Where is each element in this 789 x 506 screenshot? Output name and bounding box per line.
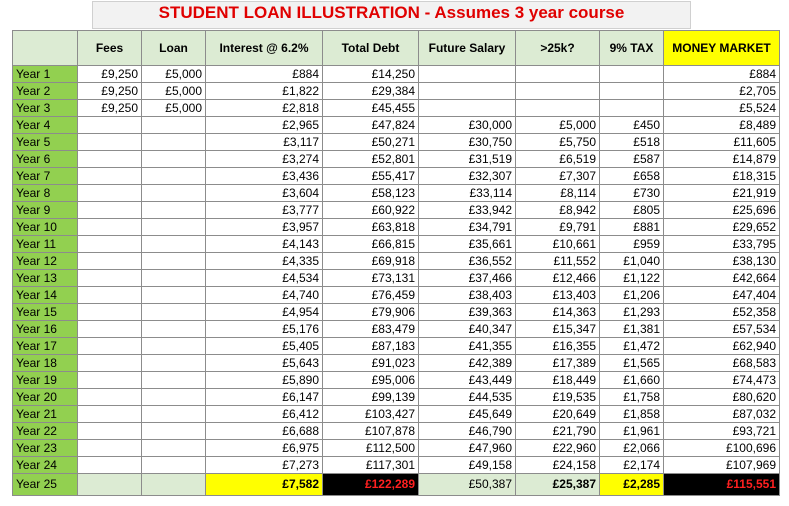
cell-future-salary[interactable]: £35,661 bbox=[419, 236, 516, 253]
cell-over-25k[interactable]: £14,363 bbox=[516, 304, 600, 321]
cell-loan[interactable] bbox=[142, 219, 206, 236]
cell-future-salary[interactable]: £30,750 bbox=[419, 134, 516, 151]
table-row bbox=[13, 372, 780, 389]
cell-fees[interactable]: £9,250 bbox=[78, 66, 142, 83]
cell-loan[interactable]: £5,000 bbox=[142, 83, 206, 100]
cell-interest[interactable]: £5,890 bbox=[206, 372, 323, 389]
cell-interest[interactable]: £6,975 bbox=[206, 440, 323, 457]
cell-year-label[interactable]: Year 19 bbox=[13, 372, 78, 389]
cell-tax[interactable] bbox=[600, 100, 664, 117]
cell-future-salary[interactable]: £41,355 bbox=[419, 338, 516, 355]
table-row bbox=[13, 185, 780, 202]
table-row bbox=[13, 457, 780, 474]
total-cell-over-25k[interactable]: £25,387 bbox=[516, 474, 600, 496]
cell-loan[interactable] bbox=[142, 406, 206, 423]
cell-over-25k[interactable]: £18,449 bbox=[516, 372, 600, 389]
cell-fees[interactable] bbox=[78, 389, 142, 406]
table-row bbox=[13, 270, 780, 287]
cell-future-salary[interactable]: £37,466 bbox=[419, 270, 516, 287]
total-cell-tax[interactable]: £2,285 bbox=[600, 474, 664, 496]
cell-year-label[interactable]: Year 17 bbox=[13, 338, 78, 355]
cell-year-label[interactable]: Year 4 bbox=[13, 117, 78, 134]
cell-interest[interactable]: £3,777 bbox=[206, 202, 323, 219]
cell-money-market[interactable]: £74,473 bbox=[664, 372, 780, 389]
cell-interest[interactable]: £2,965 bbox=[206, 117, 323, 134]
header-cell-loan[interactable]: Loan bbox=[142, 31, 206, 66]
cell-over-25k[interactable]: £19,535 bbox=[516, 389, 600, 406]
cell-year-label[interactable]: Year 1 bbox=[13, 66, 78, 83]
cell-fees[interactable] bbox=[78, 406, 142, 423]
cell-loan[interactable] bbox=[142, 117, 206, 134]
table-row bbox=[13, 219, 780, 236]
cell-future-salary[interactable] bbox=[419, 66, 516, 83]
cell-tax[interactable]: £658 bbox=[600, 168, 664, 185]
cell-loan[interactable] bbox=[142, 253, 206, 270]
cell-year-label[interactable]: Year 9 bbox=[13, 202, 78, 219]
cell-over-25k[interactable]: £9,791 bbox=[516, 219, 600, 236]
cell-future-salary[interactable]: £43,449 bbox=[419, 372, 516, 389]
cell-future-salary[interactable] bbox=[419, 100, 516, 117]
cell-year-label[interactable]: Year 7 bbox=[13, 168, 78, 185]
cell-over-25k[interactable]: £7,307 bbox=[516, 168, 600, 185]
cell-fees[interactable] bbox=[78, 236, 142, 253]
header-cell-interest[interactable]: Interest @ 6.2% bbox=[206, 31, 323, 66]
cell-total-debt[interactable]: £112,500 bbox=[323, 440, 419, 457]
cell-total-debt[interactable]: £63,818 bbox=[323, 219, 419, 236]
cell-money-market[interactable]: £87,032 bbox=[664, 406, 780, 423]
cell-loan[interactable] bbox=[142, 440, 206, 457]
cell-fees[interactable]: £9,250 bbox=[78, 83, 142, 100]
cell-money-market[interactable]: £107,969 bbox=[664, 457, 780, 474]
cell-year-label[interactable]: Year 23 bbox=[13, 440, 78, 457]
cell-money-market[interactable]: £25,696 bbox=[664, 202, 780, 219]
cell-loan[interactable]: £5,000 bbox=[142, 100, 206, 117]
cell-fees[interactable] bbox=[78, 151, 142, 168]
cell-future-salary[interactable]: £32,307 bbox=[419, 168, 516, 185]
cell-year-label[interactable]: Year 13 bbox=[13, 270, 78, 287]
cell-future-salary[interactable]: £38,403 bbox=[419, 287, 516, 304]
cell-tax[interactable]: £805 bbox=[600, 202, 664, 219]
table-row bbox=[13, 151, 780, 168]
cell-money-market[interactable]: £42,664 bbox=[664, 270, 780, 287]
total-cell-loan[interactable] bbox=[142, 474, 206, 496]
cell-interest[interactable]: £4,534 bbox=[206, 270, 323, 287]
cell-interest[interactable]: £3,604 bbox=[206, 185, 323, 202]
cell-fees[interactable] bbox=[78, 270, 142, 287]
table-row bbox=[13, 100, 780, 117]
cell-interest[interactable]: £6,147 bbox=[206, 389, 323, 406]
table-body bbox=[13, 66, 780, 496]
cell-fees[interactable] bbox=[78, 202, 142, 219]
cell-tax[interactable]: £1,961 bbox=[600, 423, 664, 440]
cell-year-label[interactable]: Year 6 bbox=[13, 151, 78, 168]
cell-over-25k[interactable]: £13,403 bbox=[516, 287, 600, 304]
cell-tax[interactable] bbox=[600, 66, 664, 83]
cell-future-salary[interactable]: £34,791 bbox=[419, 219, 516, 236]
cell-over-25k[interactable] bbox=[516, 100, 600, 117]
cell-year-label[interactable]: Year 2 bbox=[13, 83, 78, 100]
cell-year-label[interactable]: Year 12 bbox=[13, 253, 78, 270]
cell-total-debt[interactable]: £60,922 bbox=[323, 202, 419, 219]
cell-interest[interactable]: £4,954 bbox=[206, 304, 323, 321]
cell-total-debt[interactable]: £76,459 bbox=[323, 287, 419, 304]
cell-over-25k[interactable]: £11,552 bbox=[516, 253, 600, 270]
cell-interest[interactable]: £7,273 bbox=[206, 457, 323, 474]
cell-tax[interactable]: £1,472 bbox=[600, 338, 664, 355]
cell-interest[interactable]: £4,335 bbox=[206, 253, 323, 270]
cell-year-label[interactable]: Year 3 bbox=[13, 100, 78, 117]
table-row bbox=[13, 389, 780, 406]
cell-future-salary[interactable]: £31,519 bbox=[419, 151, 516, 168]
cell-future-salary[interactable]: £47,960 bbox=[419, 440, 516, 457]
cell-fees[interactable] bbox=[78, 287, 142, 304]
cell-tax[interactable]: £587 bbox=[600, 151, 664, 168]
cell-money-market[interactable]: £11,605 bbox=[664, 134, 780, 151]
total-cell-future-salary[interactable]: £50,387 bbox=[419, 474, 516, 496]
cell-total-debt[interactable]: £58,123 bbox=[323, 185, 419, 202]
header-cell-future-salary[interactable]: Future Salary bbox=[419, 31, 516, 66]
table-row bbox=[13, 355, 780, 372]
cell-year-label[interactable]: Year 21 bbox=[13, 406, 78, 423]
cell-future-salary[interactable] bbox=[419, 83, 516, 100]
cell-over-25k[interactable] bbox=[516, 66, 600, 83]
cell-interest[interactable]: £3,436 bbox=[206, 168, 323, 185]
cell-money-market[interactable]: £29,652 bbox=[664, 219, 780, 236]
cell-fees[interactable] bbox=[78, 423, 142, 440]
cell-interest[interactable]: £4,143 bbox=[206, 236, 323, 253]
header-cell-corner[interactable] bbox=[13, 31, 78, 66]
cell-money-market[interactable]: £8,489 bbox=[664, 117, 780, 134]
cell-future-salary[interactable]: £40,347 bbox=[419, 321, 516, 338]
total-cell-total-debt[interactable]: £122,289 bbox=[323, 474, 419, 496]
cell-interest[interactable]: £1,822 bbox=[206, 83, 323, 100]
table-row bbox=[13, 406, 780, 423]
cell-interest[interactable]: £3,957 bbox=[206, 219, 323, 236]
total-cell-year-label[interactable]: Year 25 bbox=[13, 474, 78, 496]
cell-over-25k[interactable]: £6,519 bbox=[516, 151, 600, 168]
cell-over-25k[interactable]: £5,000 bbox=[516, 117, 600, 134]
cell-over-25k[interactable] bbox=[516, 83, 600, 100]
cell-year-label[interactable]: Year 20 bbox=[13, 389, 78, 406]
cell-loan[interactable] bbox=[142, 287, 206, 304]
cell-total-debt[interactable]: £91,023 bbox=[323, 355, 419, 372]
cell-tax[interactable]: £1,381 bbox=[600, 321, 664, 338]
cell-fees[interactable] bbox=[78, 304, 142, 321]
cell-fees[interactable]: £9,250 bbox=[78, 100, 142, 117]
cell-fees[interactable] bbox=[78, 457, 142, 474]
cell-year-label[interactable]: Year 22 bbox=[13, 423, 78, 440]
cell-total-debt[interactable]: £73,131 bbox=[323, 270, 419, 287]
cell-loan[interactable]: £5,000 bbox=[142, 66, 206, 83]
cell-money-market[interactable]: £33,795 bbox=[664, 236, 780, 253]
cell-fees[interactable] bbox=[78, 372, 142, 389]
cell-year-label[interactable]: Year 18 bbox=[13, 355, 78, 372]
cell-loan[interactable] bbox=[142, 151, 206, 168]
cell-over-25k[interactable]: £20,649 bbox=[516, 406, 600, 423]
cell-loan[interactable] bbox=[142, 338, 206, 355]
cell-future-salary[interactable]: £46,790 bbox=[419, 423, 516, 440]
cell-money-market[interactable]: £62,940 bbox=[664, 338, 780, 355]
header-cell-fees[interactable]: Fees bbox=[78, 31, 142, 66]
cell-tax[interactable]: £1,206 bbox=[600, 287, 664, 304]
cell-tax[interactable]: £730 bbox=[600, 185, 664, 202]
cell-future-salary[interactable]: £33,942 bbox=[419, 202, 516, 219]
header-cell-9pct-tax[interactable]: 9% TAX bbox=[600, 31, 664, 66]
cell-tax[interactable]: £959 bbox=[600, 236, 664, 253]
cell-interest[interactable]: £5,405 bbox=[206, 338, 323, 355]
cell-over-25k[interactable]: £21,790 bbox=[516, 423, 600, 440]
cell-year-label[interactable]: Year 16 bbox=[13, 321, 78, 338]
loan-table bbox=[12, 30, 780, 496]
cell-money-market[interactable]: £100,696 bbox=[664, 440, 780, 457]
cell-fees[interactable] bbox=[78, 440, 142, 457]
cell-total-debt[interactable]: £45,455 bbox=[323, 100, 419, 117]
cell-total-debt[interactable]: £83,479 bbox=[323, 321, 419, 338]
cell-tax[interactable]: £1,858 bbox=[600, 406, 664, 423]
cell-fees[interactable] bbox=[78, 253, 142, 270]
cell-interest[interactable]: £5,176 bbox=[206, 321, 323, 338]
cell-future-salary[interactable]: £39,363 bbox=[419, 304, 516, 321]
cell-interest[interactable]: £4,740 bbox=[206, 287, 323, 304]
cell-over-25k[interactable]: £24,158 bbox=[516, 457, 600, 474]
cell-interest[interactable]: £2,818 bbox=[206, 100, 323, 117]
cell-money-market[interactable]: £5,524 bbox=[664, 100, 780, 117]
cell-loan[interactable] bbox=[142, 304, 206, 321]
cell-fees[interactable] bbox=[78, 185, 142, 202]
table-row bbox=[13, 134, 780, 151]
cell-future-salary[interactable]: £45,649 bbox=[419, 406, 516, 423]
cell-over-25k[interactable]: £15,347 bbox=[516, 321, 600, 338]
cell-loan[interactable] bbox=[142, 372, 206, 389]
cell-future-salary[interactable]: £33,114 bbox=[419, 185, 516, 202]
cell-tax[interactable]: £450 bbox=[600, 117, 664, 134]
cell-fees[interactable] bbox=[78, 117, 142, 134]
cell-over-25k[interactable]: £5,750 bbox=[516, 134, 600, 151]
cell-tax[interactable] bbox=[600, 83, 664, 100]
header-cell-over-25k[interactable]: >25k? bbox=[516, 31, 600, 66]
cell-total-debt[interactable]: £50,271 bbox=[323, 134, 419, 151]
cell-fees[interactable] bbox=[78, 321, 142, 338]
cell-future-salary[interactable]: £30,000 bbox=[419, 117, 516, 134]
header-row bbox=[13, 31, 780, 66]
cell-total-debt[interactable]: £95,006 bbox=[323, 372, 419, 389]
cell-money-market[interactable]: £80,620 bbox=[664, 389, 780, 406]
table-row bbox=[13, 66, 780, 83]
table-row bbox=[13, 287, 780, 304]
cell-interest[interactable]: £3,117 bbox=[206, 134, 323, 151]
cell-total-debt[interactable]: £55,417 bbox=[323, 168, 419, 185]
header-cell-total-debt[interactable]: Total Debt bbox=[323, 31, 419, 66]
cell-tax[interactable]: £1,565 bbox=[600, 355, 664, 372]
cell-tax[interactable]: £2,174 bbox=[600, 457, 664, 474]
cell-tax[interactable]: £518 bbox=[600, 134, 664, 151]
cell-loan[interactable] bbox=[142, 236, 206, 253]
cell-over-25k[interactable]: £12,466 bbox=[516, 270, 600, 287]
cell-fees[interactable] bbox=[78, 134, 142, 151]
cell-money-market[interactable]: £14,879 bbox=[664, 151, 780, 168]
header-cell-money-market[interactable]: MONEY MARKET bbox=[664, 31, 780, 66]
cell-interest[interactable]: £6,688 bbox=[206, 423, 323, 440]
cell-tax[interactable]: £1,293 bbox=[600, 304, 664, 321]
cell-money-market[interactable]: £21,919 bbox=[664, 185, 780, 202]
table-row bbox=[13, 304, 780, 321]
cell-money-market[interactable]: £884 bbox=[664, 66, 780, 83]
table-row bbox=[13, 117, 780, 134]
cell-loan[interactable] bbox=[142, 457, 206, 474]
cell-tax[interactable]: £1,040 bbox=[600, 253, 664, 270]
cell-year-label[interactable]: Year 10 bbox=[13, 219, 78, 236]
cell-money-market[interactable]: £93,721 bbox=[664, 423, 780, 440]
cell-total-debt[interactable]: £69,918 bbox=[323, 253, 419, 270]
cell-future-salary[interactable]: £49,158 bbox=[419, 457, 516, 474]
cell-total-debt[interactable]: £14,250 bbox=[323, 66, 419, 83]
table-row bbox=[13, 338, 780, 355]
total-cell-fees[interactable] bbox=[78, 474, 142, 496]
table-row bbox=[13, 168, 780, 185]
cell-tax[interactable]: £1,660 bbox=[600, 372, 664, 389]
cell-total-debt[interactable]: £47,824 bbox=[323, 117, 419, 134]
sheet-title: STUDENT LOAN ILLUSTRATION - Assumes 3 year course bbox=[158, 3, 625, 22]
cell-year-label[interactable]: Year 5 bbox=[13, 134, 78, 151]
cell-interest[interactable]: £6,412 bbox=[206, 406, 323, 423]
cell-total-debt[interactable]: £99,139 bbox=[323, 389, 419, 406]
cell-money-market[interactable]: £57,534 bbox=[664, 321, 780, 338]
cell-future-salary[interactable]: £44,535 bbox=[419, 389, 516, 406]
cell-over-25k[interactable]: £17,389 bbox=[516, 355, 600, 372]
table-row-total bbox=[13, 474, 780, 496]
cell-tax[interactable]: £881 bbox=[600, 219, 664, 236]
cell-over-25k[interactable]: £10,661 bbox=[516, 236, 600, 253]
total-cell-interest[interactable]: £7,582 bbox=[206, 474, 323, 496]
cell-fees[interactable] bbox=[78, 355, 142, 372]
cell-loan[interactable] bbox=[142, 389, 206, 406]
table-row bbox=[13, 253, 780, 270]
cell-year-label[interactable]: Year 15 bbox=[13, 304, 78, 321]
cell-interest[interactable]: £5,643 bbox=[206, 355, 323, 372]
cell-money-market[interactable]: £2,705 bbox=[664, 83, 780, 100]
table-row bbox=[13, 321, 780, 338]
cell-loan[interactable] bbox=[142, 134, 206, 151]
cell-total-debt[interactable]: £79,906 bbox=[323, 304, 419, 321]
cell-future-salary[interactable]: £42,389 bbox=[419, 355, 516, 372]
cell-total-debt[interactable]: £103,427 bbox=[323, 406, 419, 423]
table-row bbox=[13, 423, 780, 440]
cell-money-market[interactable]: £18,315 bbox=[664, 168, 780, 185]
cell-over-25k[interactable]: £22,960 bbox=[516, 440, 600, 457]
cell-interest[interactable]: £884 bbox=[206, 66, 323, 83]
cell-loan[interactable] bbox=[142, 270, 206, 287]
cell-future-salary[interactable]: £36,552 bbox=[419, 253, 516, 270]
cell-over-25k[interactable]: £8,942 bbox=[516, 202, 600, 219]
cell-fees[interactable] bbox=[78, 219, 142, 236]
cell-money-market[interactable]: £47,404 bbox=[664, 287, 780, 304]
cell-money-market[interactable]: £52,358 bbox=[664, 304, 780, 321]
cell-over-25k[interactable]: £16,355 bbox=[516, 338, 600, 355]
cell-loan[interactable] bbox=[142, 423, 206, 440]
cell-money-market[interactable]: £68,583 bbox=[664, 355, 780, 372]
cell-total-debt[interactable]: £52,801 bbox=[323, 151, 419, 168]
cell-year-label[interactable]: Year 8 bbox=[13, 185, 78, 202]
cell-over-25k[interactable]: £8,114 bbox=[516, 185, 600, 202]
cell-year-label[interactable]: Year 24 bbox=[13, 457, 78, 474]
cell-loan[interactable] bbox=[142, 202, 206, 219]
cell-fees[interactable] bbox=[78, 338, 142, 355]
cell-tax[interactable]: £1,122 bbox=[600, 270, 664, 287]
table-row bbox=[13, 236, 780, 253]
cell-total-debt[interactable]: £117,301 bbox=[323, 457, 419, 474]
cell-loan[interactable] bbox=[142, 321, 206, 338]
total-cell-money-market[interactable]: £115,551 bbox=[664, 474, 780, 496]
cell-total-debt[interactable]: £87,183 bbox=[323, 338, 419, 355]
cell-loan[interactable] bbox=[142, 185, 206, 202]
table-row bbox=[13, 440, 780, 457]
table-row bbox=[13, 202, 780, 219]
cell-fees[interactable] bbox=[78, 168, 142, 185]
cell-year-label[interactable]: Year 14 bbox=[13, 287, 78, 304]
cell-tax[interactable]: £2,066 bbox=[600, 440, 664, 457]
cell-tax[interactable]: £1,758 bbox=[600, 389, 664, 406]
table-row bbox=[13, 83, 780, 100]
cell-interest[interactable]: £3,274 bbox=[206, 151, 323, 168]
cell-loan[interactable] bbox=[142, 355, 206, 372]
cell-year-label[interactable]: Year 11 bbox=[13, 236, 78, 253]
cell-total-debt[interactable]: £66,815 bbox=[323, 236, 419, 253]
cell-loan[interactable] bbox=[142, 168, 206, 185]
cell-total-debt[interactable]: £107,878 bbox=[323, 423, 419, 440]
cell-money-market[interactable]: £38,130 bbox=[664, 253, 780, 270]
cell-total-debt[interactable]: £29,384 bbox=[323, 83, 419, 100]
